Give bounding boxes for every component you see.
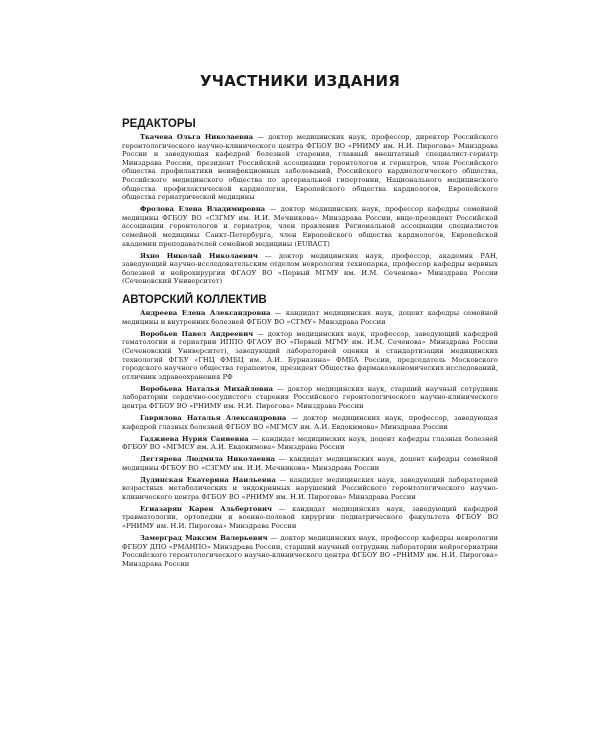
contributor-entry [122,505,498,531]
contributor-name: Замерград Максим Валерьевич [140,534,268,543]
content-column [122,118,498,572]
contributor-description: — доктор медицинских наук, профессор, академик РАН, заведующий научно-исследовательским отделом неврологии технопарка, профессор кафедры нервных болезней и нейрохирургии ФГАОУ ВО «Первый МГМУ им. И.М. Сеченова» Минздрава России (Сеченовский Университет) [122,251,498,286]
contributor-entry [122,385,498,411]
contributor-name: Гаджиева Нурия Саниевна [140,434,249,443]
contributor-description: — кандидат медицинских наук, доцент кафедры глазных болезней ФГБОУ ВО «МГМСУ им. А.И. Евдокимова» Минздрава России [122,434,498,452]
section-heading: АВТОРСКИЙ КОЛЛЕКТИВ [122,294,267,307]
contributor-name: Воробьев Павел Андреевич [140,329,254,338]
contributor-entry [122,252,498,286]
contributor-description: — кандидат медицинских наук, заведующий кафедрой травматологии, ортопедии и военно-полевой хирургии педиатрического факультета ФГБОУ ВО «РНИМУ им. Н.И. Пирогова» Минздрава России [122,504,498,531]
contributor-name: Дудинская Екатерина Наильевна [140,475,276,484]
contributor-name: Фролова Елена Владимировна [140,205,266,214]
contributor-entry [122,534,498,568]
contributor-name: Яхно Николай Николаевич [140,251,258,260]
contributor-name: Дегтярева Людмила Николаевна [140,455,276,464]
page-title: УЧАСТНИКИ ИЗДАНИЯ [200,72,400,90]
contributor-name: Гаврилова Наталья Александровна [140,413,287,422]
contributor-name: Андреева Елена Александровна [140,309,271,318]
contributor-name: Воробьева Наталья Михайловна [140,384,273,393]
contributor-entry [122,476,498,502]
contributor-entry [122,205,498,248]
contributor-description: — кандидат медицинских наук, заведующий лабораторией возрастных метаболических и эндокринных нарушений Российского геронтологического научно-клинического центра ФГБОУ ВО «РНИМУ им. Н.И. Пирогова» Минздрава России [122,475,499,501]
contributor-description: — доктор медицинских наук, старший научный сотрудник лаборатории сердечно-сосудистого старения Российского геронтологического научно-клинического центра ФГБОУ ВО «РНИМУ им. Н.И. Пирогова» Минздрава России [122,384,499,410]
contributor-entry [122,309,498,326]
contributor-entry [122,414,498,431]
contributor-description: — кандидат медицинских наук, доцент кафедры семейной медицины и внутренних болезней ФГБОУ ВО «СГМУ» Минздрава России [122,309,498,326]
section-heading: РЕДАКТОРЫ [122,118,196,130]
contributor-description: — доктор медицинских наук, профессор, директор Российского геронтологического научно-клинического центра ФГБОУ ВО «РНИМУ им. Н.И. Пирогова» Минздрава России и заведующая кафедрой болезней старения, главный внештатный специалист-гериатр Минздрава России, президент Российской ассоциации геронтологов и гериатров, член Российского общества профилактики неинфекционных заболеваний, Российского кардиологического общества, Российского медицинского общества по артериальной гипертонии, Национального медицинского общества профилактической кардиологии, Европейского общества кардиологов, Европейского общества гериатрической медицины [122,133,498,202]
contributor-description: — доктор медицинских наук, профессор кафедры неврологии ФГБОУ ДПО «РМАНПО» Минздрава России, старший научный сотрудник лаборатории нейрогериатрии Российского геронтологического научно-клинического центра ФГБОУ ВО «РНИМУ им. Н.И. Пирогова» Минздрава России [122,534,498,568]
contributor-name: Ткачева Ольга Николаевна [140,133,254,141]
contributor-description: — доктор медицинских наук, профессор кафедры семейной медицины ФГБОУ ВО «СЗГМУ им. И.И. Мечникова» Минздрава России, вице-президент Российской ассоциации геронтологов и гериатров, член правления Региональной ассоциации специалистов семейной медицины Санкт-Петербурга, член Европейского общества кардиологов, Европейской академии преподавателей семейной медицины (EURACT) [122,205,498,248]
contributor-description: — кандидат медицинских наук, доцент кафедры семейной медицины ФГБОУ ВО «СЗГМУ им. И.И. Мечникова» Минздрава России [122,455,498,472]
contributor-entry [122,133,498,202]
contributor-entry [122,455,498,472]
contributor-name: Егиазарян Карен Альбертович [140,504,272,513]
contributor-description: — доктор медицинских наук, профессор, заведующая кафедрой глазных болезней ФГБОУ ВО «МГМСУ им. А.И. Евдокимова» Минздрава России [122,413,499,431]
contributor-description: — доктор медицинских наук, профессор, заведующий кафедрой гематологии и гериатрии ИППО ФГАОУ ВО «Первый МГМУ им. И.М. Сеченова» Минздрава России (Сеченовский Университет), заведующий лабораторией оценки и стандартизации медицинских технологий ФГБУ «ГНЦ ФМБЦ им. А.И. Бурназяна» ФМБА России, председатель Московского городского научного общества терапевтов, президент Общества фармакоэкономических исследований, отличник здравоохранения РФ [122,329,498,381]
contributor-entry [122,330,498,382]
contributor-entry [122,435,498,452]
